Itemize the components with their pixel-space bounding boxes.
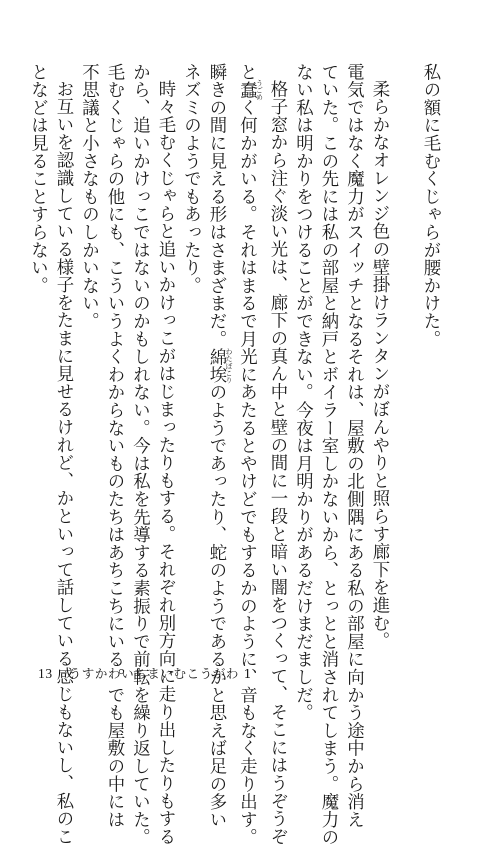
text-line: となどは見ることすらない。 (27, 63, 48, 295)
text-line-with-ruby: と蠢 うごめく何かがいる。それはまるで月光にあたるとやけどでもするかのように、音もなく走り出す。 (236, 63, 264, 846)
text-line: 時々毛むくじゃらと追いかけっこがはじまったりもする。それぞれ別方向に走り出したりもする (155, 80, 175, 846)
ruby-annotation: 綿埃 わたぼこり (206, 347, 233, 384)
ruby-reading: わたぼこり (225, 347, 233, 384)
text-line: ていた。この先には私の部屋と納戸とボイラー室しかないから、とっとと消されてしまう。魔力の (318, 63, 338, 846)
ruby-annotation: 蠢 うごめ (236, 79, 264, 101)
page-footer (38, 664, 252, 682)
running-title: うすかわいちまいむこうがわ 1 (68, 666, 253, 681)
text-line-with-ruby: 瞬きの間に見える形はさまざまだ。綿埃 わたぼこりのようであったり、蛇のようであるかと思えば足の多い (206, 63, 233, 829)
text-line: から、追いかけっこではないのかもしれない。今は私を先導する素振りで前転を繰り返していた。 (129, 63, 150, 846)
text-line: 毛むくじゃらの他にも、こういうよくわからないものたちはあちこちにいる。でも屋敷の中には (104, 63, 124, 829)
page-number: 13 (38, 666, 53, 681)
text-line: 電気ではなく魔力がスイッチとなるそれは、屋敷の北側隅にある私の部屋に向かう途中から消え (343, 63, 364, 829)
text-line: お互いを認識している様子をたまに見せるけれど、かといって話している感じもないし、私のこ (53, 80, 73, 846)
blank-line (391, 63, 417, 643)
text-line: 不思議と小さなものしかいない。 (78, 63, 99, 330)
text-line: 格子窓から注ぐ淡い光は、廊下の真ん中と壁の間に一段と暗い闇をつくって、そこにはうぞうぞ (267, 80, 287, 846)
text-line: ネズミのようでもあったり。 (180, 63, 201, 295)
ruby-reading: うごめ (255, 79, 264, 101)
text-line: ない私は明かりをつけることができない。今夜は月明かりがあるだけまだましだ。 (292, 63, 313, 722)
text-line: 私の額に毛むくじゃらが腰かけた。 (420, 63, 440, 348)
text-line: 柔らかなオレンジ色の壁掛けランタンがぼんやりと照らす廊下を進む。 (369, 80, 389, 650)
